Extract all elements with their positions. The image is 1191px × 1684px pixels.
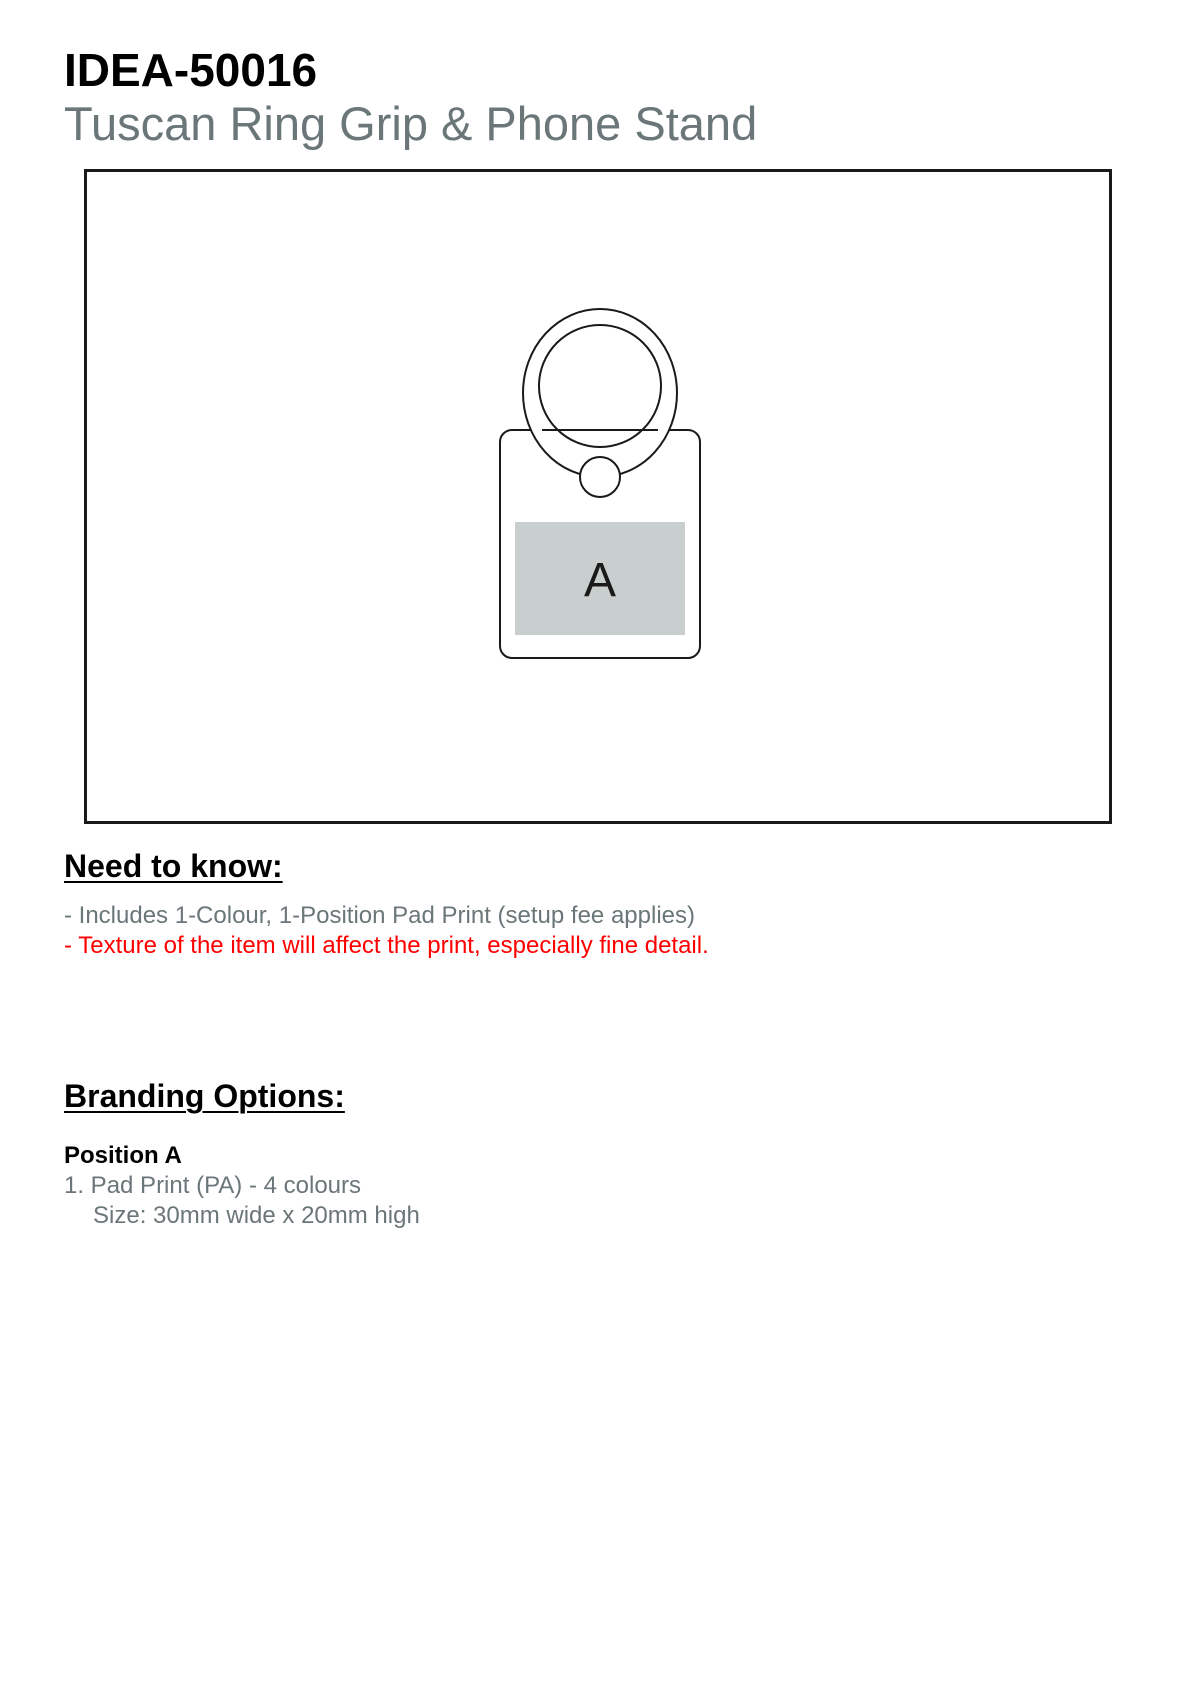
product-illustration-frame <box>84 169 1112 824</box>
product-code: IDEA-50016 <box>64 44 318 96</box>
position-a-label: Position A <box>64 1142 182 1169</box>
print-area-label: A <box>583 554 617 607</box>
ring-grip-drawing <box>87 172 1109 821</box>
product-name: Tuscan Ring Grip & Phone Stand <box>64 97 758 150</box>
branding-options-heading: Branding Options: <box>64 1078 345 1114</box>
position-a-method: 1. Pad Print (PA) - 4 colours <box>64 1172 361 1199</box>
ring-hole <box>539 325 661 447</box>
pivot-knob <box>580 457 620 497</box>
need-to-know-heading: Need to know: <box>64 848 283 884</box>
info-setup-fee: - Includes 1-Colour, 1-Position Pad Print (setup fee applies) <box>64 902 695 929</box>
position-a-size: Size: 30mm wide x 20mm high <box>93 1202 420 1229</box>
info-texture-warning: - Texture of the item will affect the print, especially fine detail. <box>64 932 709 959</box>
